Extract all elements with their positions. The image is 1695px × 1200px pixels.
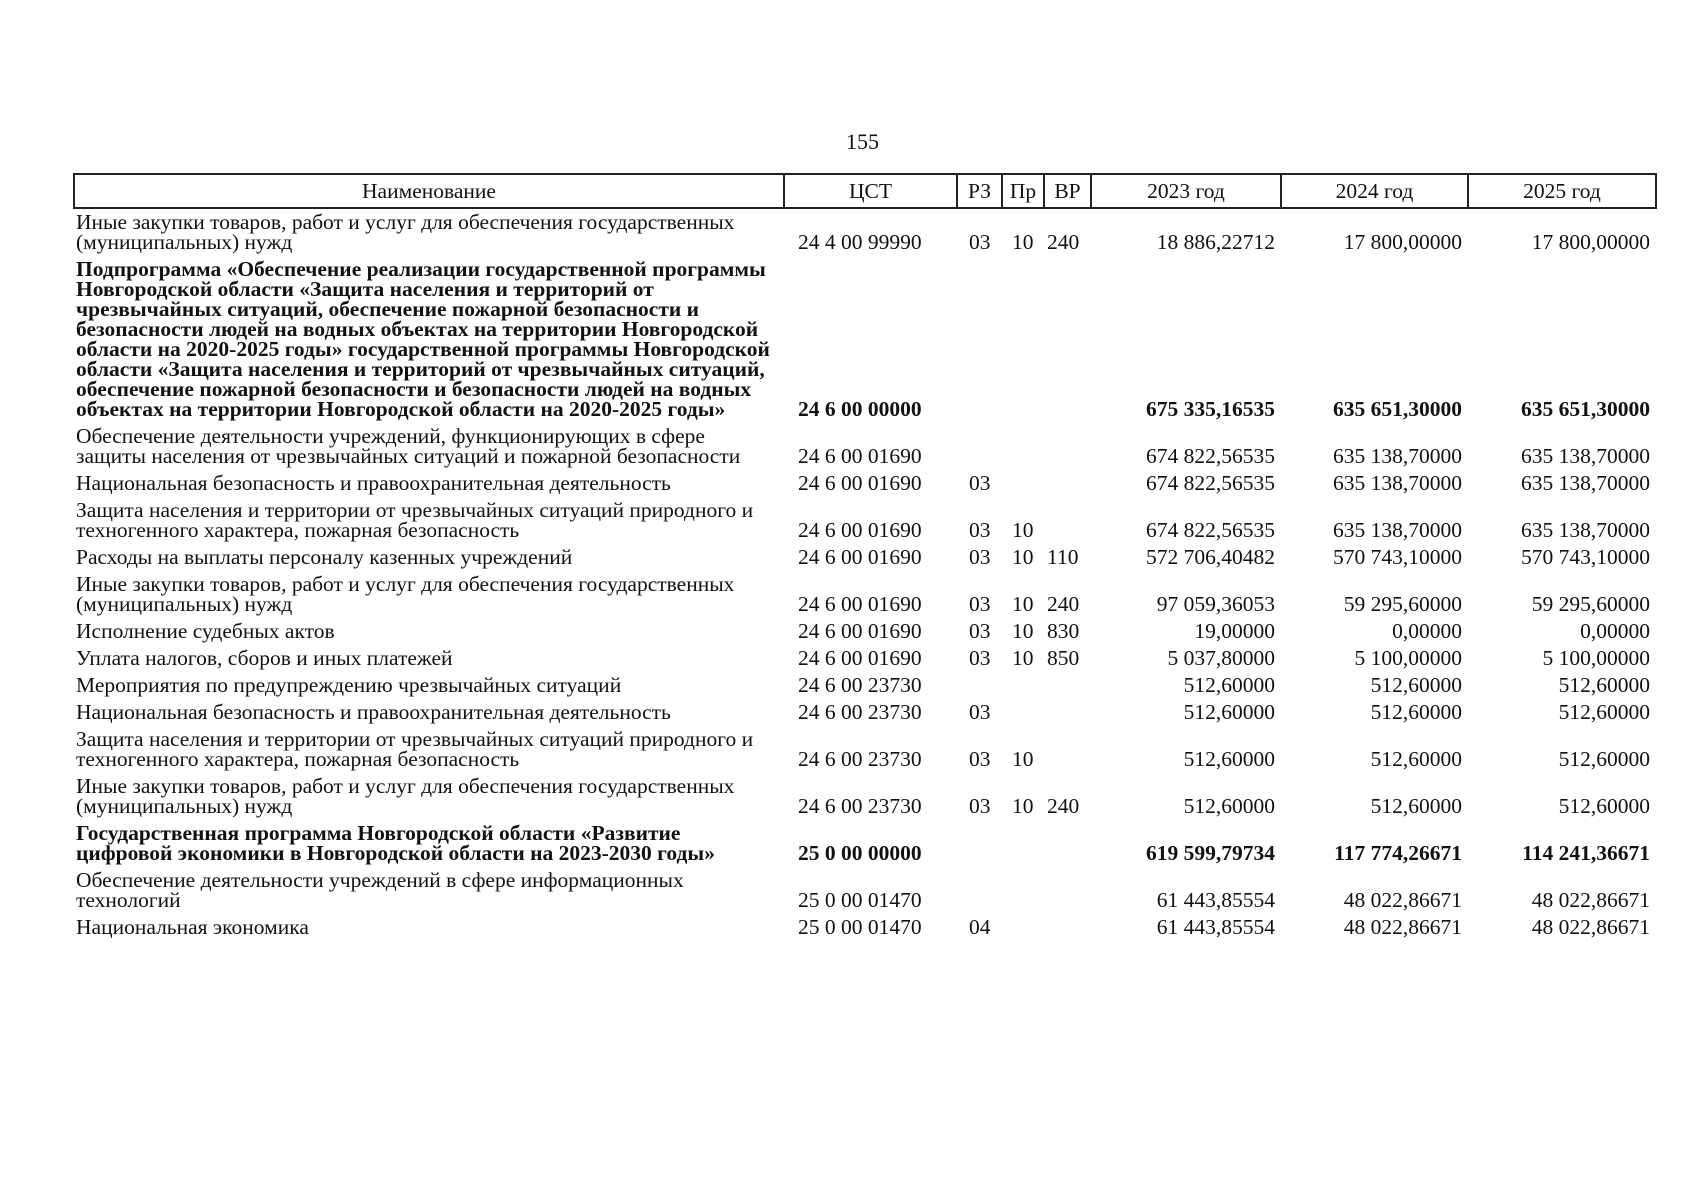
row-pr: 10 <box>1012 592 1034 616</box>
row-pr <box>1002 820 1044 867</box>
row-value-2025: 635 651,30000 <box>1521 397 1650 421</box>
row-rz <box>957 256 1002 423</box>
row-vr: 240 <box>1047 592 1080 616</box>
row-name: Иные закупки товаров, работ и услуг для обеспечения государственных (муниципальных) нужд <box>76 774 735 818</box>
row-rz: 03 <box>969 747 991 771</box>
row-value-2024: 512,60000 <box>1370 794 1462 818</box>
row-vr <box>1044 867 1091 914</box>
row-cst: 24 6 00 23730 <box>798 747 922 771</box>
row-value-2024: 512,60000 <box>1370 700 1462 724</box>
row-vr <box>1044 699 1091 726</box>
row-rz: 03 <box>969 700 991 724</box>
row-name: Обеспечение деятельности учреждений в сфере информационных технологий <box>76 868 684 912</box>
row-rz: 03 <box>969 230 991 254</box>
header-vr: ВР <box>1044 174 1091 208</box>
table-row-program <box>74 256 1656 423</box>
row-name: Государственная программа Новгородской области «Развитие цифровой экономики в Новгородской области на 2023-2030 годы» <box>76 821 715 865</box>
row-vr <box>1044 256 1091 423</box>
row-value-2023: 5 037,80000 <box>1167 646 1275 670</box>
row-rz: 03 <box>969 619 991 643</box>
row-cst: 24 6 00 23730 <box>798 794 922 818</box>
row-vr <box>1044 470 1091 497</box>
row-cst: 25 0 00 01470 <box>798 915 922 939</box>
header-2023: 2023 год <box>1091 174 1281 208</box>
row-value-2023: 61 443,85554 <box>1156 915 1275 939</box>
row-rz: 03 <box>969 471 991 495</box>
row-vr <box>1044 820 1091 867</box>
row-cst: 24 6 00 01690 <box>798 471 922 495</box>
row-cst: 24 6 00 23730 <box>798 700 922 724</box>
row-name: Подпрограмма «Обеспечение реализации государственной программы Новгородской области «Защита населения и территорий от чрезвычайных ситуаций, обеспечение пожарной безопасности и безопасности людей на водных объектах на территории Новгородской области на 2020-2025 годы» государственной программы Новгородской области «Защита населения и территорий от чрезвычайных ситуаций, обеспечение пожарной безопасности и безопасности людей на водных объектах на территории Новгородской области на 2020-2025 годы» <box>76 257 770 421</box>
row-value-2025: 59 295,60000 <box>1531 592 1650 616</box>
table-header <box>74 174 1656 208</box>
header-2025: 2025 год <box>1468 174 1656 208</box>
row-value-2023: 674 822,56535 <box>1146 444 1275 468</box>
row-rz <box>957 672 1002 699</box>
row-value-2024: 5 100,00000 <box>1354 646 1462 670</box>
row-value-2023: 619 599,79734 <box>1146 841 1275 865</box>
row-value-2025: 512,60000 <box>1558 673 1650 697</box>
row-name: Защита населения и территории от чрезвычайных ситуаций природного и техногенного характера, пожарная безопасность <box>76 498 754 542</box>
row-name: Иные закупки товаров, работ и услуг для обеспечения государственных (муниципальных) нужд <box>76 572 735 616</box>
row-cst: 24 6 00 01690 <box>798 444 922 468</box>
row-pr <box>1002 672 1044 699</box>
row-rz: 03 <box>969 592 991 616</box>
row-cst: 24 6 00 00000 <box>798 397 922 421</box>
row-vr <box>1044 672 1091 699</box>
row-name: Защита населения и территории от чрезвычайных ситуаций природного и техногенного характера, пожарная безопасность <box>76 727 754 771</box>
row-pr <box>1002 699 1044 726</box>
row-value-2025: 48 022,86671 <box>1531 888 1650 912</box>
table-row <box>74 699 1656 726</box>
table-row <box>74 470 1656 497</box>
row-pr: 10 <box>1012 545 1034 569</box>
row-vr: 240 <box>1047 230 1080 254</box>
row-rz: 03 <box>969 545 991 569</box>
row-cst: 24 6 00 01690 <box>798 592 922 616</box>
row-value-2025: 48 022,86671 <box>1531 915 1650 939</box>
row-pr <box>1002 914 1044 941</box>
row-pr: 10 <box>1012 794 1034 818</box>
row-value-2024: 117 774,26671 <box>1334 841 1462 865</box>
row-name: Национальная безопасность и правоохранительная деятельность <box>76 471 671 495</box>
row-vr: 110 <box>1047 545 1079 569</box>
row-value-2025: 512,60000 <box>1558 747 1650 771</box>
row-rz: 03 <box>969 518 991 542</box>
header-name: Наименование <box>74 174 784 208</box>
row-pr <box>1002 867 1044 914</box>
header-rz: РЗ <box>957 174 1002 208</box>
row-vr: 850 <box>1047 646 1080 670</box>
row-pr: 10 <box>1012 747 1034 771</box>
row-value-2023: 512,60000 <box>1183 700 1275 724</box>
row-pr: 10 <box>1012 646 1034 670</box>
row-pr: 10 <box>1012 619 1034 643</box>
header-2024: 2024 год <box>1281 174 1468 208</box>
row-value-2023: 674 822,56535 <box>1146 471 1275 495</box>
row-name: Обеспечение деятельности учреждений, функционирующих в сфере защиты населения от чрезвычайных ситуаций и пожарной безопасности <box>76 424 741 468</box>
row-value-2024: 48 022,86671 <box>1343 888 1462 912</box>
row-value-2024: 512,60000 <box>1370 673 1462 697</box>
table-row <box>74 867 1656 914</box>
row-cst: 24 6 00 01690 <box>798 619 922 643</box>
budget-table <box>73 173 1657 941</box>
row-cst: 24 6 00 01690 <box>798 518 922 542</box>
row-value-2023: 512,60000 <box>1183 794 1275 818</box>
header-pr: Пр <box>1002 174 1044 208</box>
row-value-2023: 61 443,85554 <box>1156 888 1275 912</box>
table-row <box>74 914 1656 941</box>
row-name: Национальная безопасность и правоохранительная деятельность <box>76 700 671 724</box>
row-value-2024: 48 022,86671 <box>1343 915 1462 939</box>
row-value-2023: 674 822,56535 <box>1146 518 1275 542</box>
row-value-2024: 635 138,70000 <box>1333 518 1462 542</box>
row-value-2023: 19,00000 <box>1194 619 1275 643</box>
row-value-2024: 635 138,70000 <box>1333 444 1462 468</box>
row-value-2023: 675 335,16535 <box>1146 397 1275 421</box>
table-row <box>74 571 1656 618</box>
row-cst: 24 6 00 23730 <box>798 673 922 697</box>
row-name: Расходы на выплаты персоналу казенных учреждений <box>76 545 573 569</box>
row-cst: 24 6 00 01690 <box>798 646 922 670</box>
table-row <box>74 423 1656 470</box>
row-value-2025: 570 743,10000 <box>1521 545 1650 569</box>
row-value-2023: 97 059,36053 <box>1156 592 1275 616</box>
row-name: Национальная экономика <box>76 915 309 939</box>
table-row <box>74 544 1656 571</box>
row-value-2023: 512,60000 <box>1183 747 1275 771</box>
row-value-2024: 59 295,60000 <box>1343 592 1462 616</box>
row-vr <box>1044 423 1091 470</box>
row-pr: 10 <box>1012 230 1034 254</box>
row-rz: 04 <box>969 915 991 939</box>
table-row <box>74 497 1656 544</box>
row-value-2024: 570 743,10000 <box>1333 545 1462 569</box>
row-value-2024: 512,60000 <box>1370 747 1462 771</box>
row-rz <box>957 423 1002 470</box>
table-body <box>74 208 1656 941</box>
row-value-2025: 0,00000 <box>1580 619 1650 643</box>
row-pr <box>1002 423 1044 470</box>
row-rz <box>957 820 1002 867</box>
row-rz: 03 <box>969 646 991 670</box>
table-row <box>74 773 1656 820</box>
row-pr <box>1002 470 1044 497</box>
header-cst: ЦСТ <box>784 174 957 208</box>
table-row <box>74 208 1656 256</box>
row-value-2024: 635 138,70000 <box>1333 471 1462 495</box>
row-value-2025: 635 138,70000 <box>1521 471 1650 495</box>
table-row <box>74 672 1656 699</box>
table-row <box>74 618 1656 645</box>
row-vr <box>1044 497 1091 544</box>
row-cst: 25 0 00 00000 <box>798 841 922 865</box>
page-number: 155 <box>846 129 879 154</box>
row-vr: 830 <box>1047 619 1080 643</box>
row-value-2024: 635 651,30000 <box>1333 397 1462 421</box>
row-name: Уплата налогов, сборов и иных платежей <box>76 646 453 670</box>
row-value-2025: 5 100,00000 <box>1542 646 1650 670</box>
row-name: Иные закупки товаров, работ и услуг для обеспечения государственных (муниципальных) нужд <box>76 210 735 254</box>
row-cst: 24 6 00 01690 <box>798 545 922 569</box>
row-rz <box>957 867 1002 914</box>
row-value-2024: 17 800,00000 <box>1343 230 1462 254</box>
row-value-2025: 635 138,70000 <box>1521 518 1650 542</box>
row-value-2023: 572 706,40482 <box>1146 545 1275 569</box>
row-value-2025: 512,60000 <box>1558 794 1650 818</box>
table-row-program <box>74 820 1656 867</box>
row-name: Мероприятия по предупреждению чрезвычайных ситуаций <box>76 673 622 697</box>
row-vr <box>1044 914 1091 941</box>
row-value-2023: 18 886,22712 <box>1156 230 1275 254</box>
row-value-2024: 0,00000 <box>1392 619 1462 643</box>
row-value-2025: 114 241,36671 <box>1522 841 1650 865</box>
header-row <box>74 174 1656 208</box>
row-value-2025: 635 138,70000 <box>1521 444 1650 468</box>
row-pr: 10 <box>1012 518 1034 542</box>
row-value-2023: 512,60000 <box>1183 673 1275 697</box>
row-vr: 240 <box>1047 794 1080 818</box>
row-pr <box>1002 256 1044 423</box>
row-value-2025: 17 800,00000 <box>1531 230 1650 254</box>
row-rz: 03 <box>969 794 991 818</box>
row-cst: 25 0 00 01470 <box>798 888 922 912</box>
row-value-2025: 512,60000 <box>1558 700 1650 724</box>
table-row <box>74 645 1656 672</box>
row-name: Исполнение судебных актов <box>76 619 335 643</box>
row-vr <box>1044 726 1091 773</box>
table-row <box>74 726 1656 773</box>
row-cst: 24 4 00 99990 <box>798 230 922 254</box>
